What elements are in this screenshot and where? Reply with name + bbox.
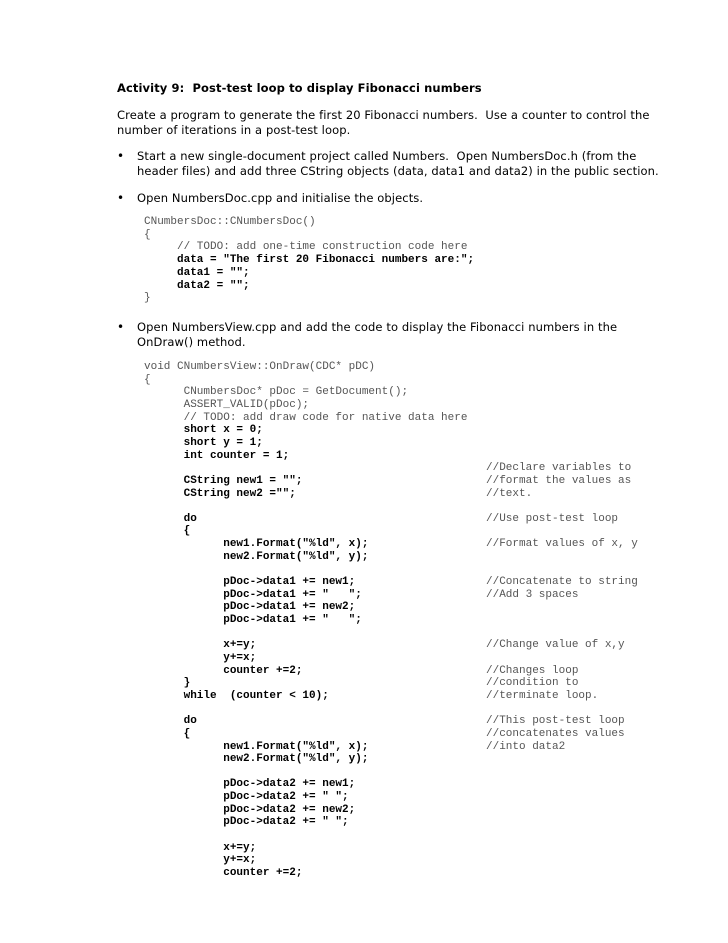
code-comment: //Changes loop <box>486 664 579 677</box>
code-line: { <box>144 525 191 538</box>
code-line: pDoc->data1 += new1; <box>144 576 356 589</box>
code-line: CString new1 = ""; <box>144 474 303 487</box>
code-line: pDoc->data1 += " "; <box>144 614 362 626</box>
code-line: ASSERT_VALID(pDoc); <box>144 398 310 411</box>
code-line: while (counter < 10); <box>144 689 329 702</box>
code-comment: //Add 3 spaces <box>486 588 579 601</box>
code-comment: //format the values as <box>486 474 632 487</box>
code-line: x+=y; <box>144 639 257 652</box>
code-line: pDoc->data2 += new1; <box>144 778 356 791</box>
code-comment: //Concatenate to string <box>486 576 638 589</box>
code-comment: //Use post-test loop <box>486 512 619 525</box>
bullet-3-line-1: Open NumbersView.cpp and add the code to display the Fibonacci numbers in the <box>137 320 618 334</box>
bullet-marker: • <box>117 149 125 163</box>
bullet-2-line-1: Open NumbersDoc.cpp and initialise the objects. <box>137 191 424 205</box>
bullet-1-line-1: Start a new single-document project called Numbers. Open NumbersDoc.h (from the <box>137 149 637 163</box>
code-line: CNumbersDoc* pDoc = GetDocument(); <box>144 386 409 399</box>
code-line: } <box>144 292 151 305</box>
code-line: { <box>144 727 191 740</box>
code-line: CString new2 =""; <box>144 487 296 500</box>
code-line: void CNumbersView::OnDraw(CDC* pDC) <box>144 361 376 373</box>
code-line: y+=x; <box>144 854 257 867</box>
code-comment: //concatenates values <box>486 727 625 740</box>
intro-line-1: Create a program to generate the first 20 Fibonacci numbers. Use a counter to control the <box>117 108 650 122</box>
code-comment: //Change value of x,y <box>486 639 625 652</box>
code-comment: //Format values of x, y <box>486 538 638 551</box>
code-line: new1.Format("%ld", x); <box>144 538 369 551</box>
code-line: data2 = ""; <box>144 279 250 292</box>
code-line: short x = 0; <box>144 424 263 437</box>
code-line: // TODO: add one-time construction code here <box>144 241 468 254</box>
code-comment: //into data2 <box>486 740 566 753</box>
code-comment: //Declare variables to <box>486 462 632 475</box>
code-line: short y = 1; <box>144 436 263 449</box>
code-line: // TODO: add draw code for native data here <box>144 411 468 424</box>
intro-line-2: number of iterations in a post-test loop. <box>117 123 351 137</box>
code-line: pDoc->data2 += " "; <box>144 791 349 804</box>
code-line: pDoc->data1 += new2; <box>144 601 356 614</box>
code-line: pDoc->data2 += " "; <box>144 816 349 829</box>
bullet-marker: • <box>117 320 125 334</box>
bullet-marker: • <box>117 191 125 205</box>
code-line: do <box>144 512 197 525</box>
code-line: { <box>144 228 151 241</box>
code-line: pDoc->data2 += new2; <box>144 803 356 816</box>
code-comment: //terminate loop. <box>486 689 599 702</box>
code-line: } <box>144 677 191 690</box>
code-comment: //text. <box>486 487 533 500</box>
code-line: int counter = 1; <box>144 449 290 462</box>
code-comment: //This post-test loop <box>486 715 625 728</box>
code-line: counter +=2; <box>144 664 303 677</box>
code-line: data = "The first 20 Fibonacci numbers are:"; <box>144 254 475 267</box>
code-line: new2.Format("%ld", y); <box>144 550 369 563</box>
code-comment: //condition to <box>486 677 579 690</box>
code-line: data1 = ""; <box>144 266 250 279</box>
code-line: do <box>144 715 197 728</box>
bullet-3-line-2: OnDraw() method. <box>137 335 246 349</box>
code-line: { <box>144 373 151 386</box>
code-line: pDoc->data1 += " "; <box>144 588 362 601</box>
code-line: new2.Format("%ld", y); <box>144 753 369 766</box>
code-line: y+=x; <box>144 651 257 664</box>
page-title: Activity 9: Post-test loop to display Fibonacci numbers <box>117 81 482 95</box>
code-line: new1.Format("%ld", x); <box>144 740 369 753</box>
bullet-1-line-2: header files) and add three CString objects (data, data1 and data2) in the public section. <box>137 164 659 178</box>
code-line: x+=y; <box>144 841 257 854</box>
code-line: counter +=2; <box>144 867 303 879</box>
code-line: CNumbersDoc::CNumbersDoc() <box>144 216 316 228</box>
